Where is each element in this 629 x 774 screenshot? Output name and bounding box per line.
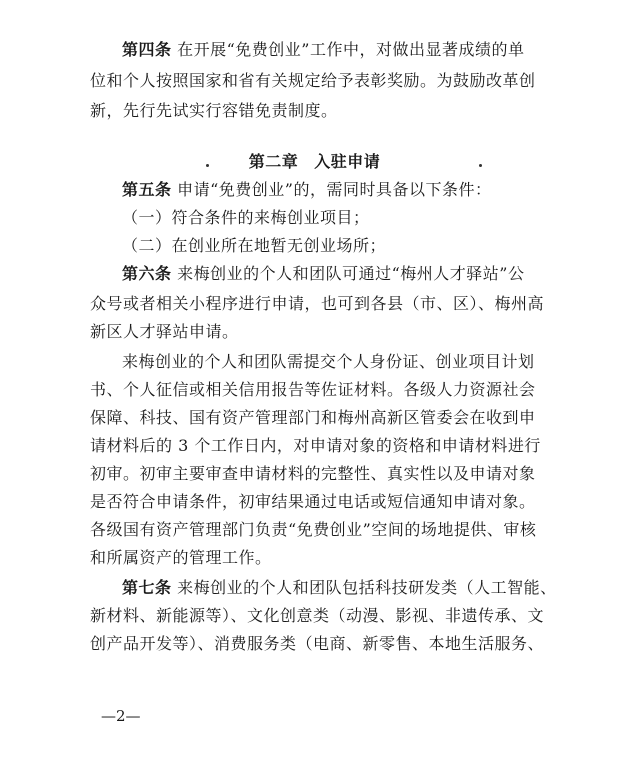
article-6-para2-line-5: 初审。初审主要审查申请材料的完整性、真实性以及申请对象 bbox=[90, 464, 536, 483]
article-6-para2-line-4: 请材料后的 3 个工作日内，对申请对象的资格和申请材料进行 bbox=[90, 436, 541, 455]
article-5-line-1: 第五条 申请“免费创业”的，需同时具备以下条件： bbox=[122, 180, 492, 199]
article-6-para2-line-2: 书、个人征信或相关信用报告等佐证材料。各级人力资源社会 bbox=[90, 380, 536, 399]
chapter-number: 第二章 bbox=[248, 152, 299, 171]
scan-speck bbox=[479, 164, 482, 167]
article-4-label: 第四条 bbox=[122, 40, 172, 59]
article-7-line-1: 第七条 来梅创业的个人和团队包括科技研发类（人工智能、 bbox=[122, 578, 557, 597]
article-5-label: 第五条 bbox=[122, 180, 172, 199]
article-6-line-3: 新区人才驿站申请。 bbox=[90, 322, 239, 341]
article-6-para2-line-7: 各级国有资产管理部门负责“免费创业”空间的场地提供、审核 bbox=[90, 520, 537, 539]
article-7-label: 第七条 bbox=[122, 578, 172, 597]
article-6-line-1: 第六条 来梅创业的个人和团队可通过“梅州人才驿站”公 bbox=[122, 264, 525, 283]
chapter-heading bbox=[0, 152, 629, 172]
article-5-item-2: （二）在创业所在地暂无创业场所； bbox=[122, 236, 387, 255]
article-6-label: 第六条 bbox=[122, 264, 172, 283]
article-7-line-3: 创产品开发等）、消费服务类（电商、新零售、本地生活服务、 bbox=[90, 634, 545, 653]
chapter-title: 入驻申请 bbox=[314, 152, 381, 171]
article-5-item-1: （一）符合条件的来梅创业项目； bbox=[122, 208, 370, 227]
page-number: —2— bbox=[101, 707, 141, 725]
article-6-para2-line-6: 是否符合申请条件，初审结果通过电话或短信通知申请对象。 bbox=[90, 492, 536, 511]
article-6-para2-line-3: 保障、科技、国有资产管理部门和梅州高新区管委会在收到申 bbox=[90, 408, 536, 427]
article-6-para2-line-1: 来梅创业的个人和团队需提交个人身份证、创业项目计划 bbox=[122, 352, 535, 371]
scan-speck bbox=[206, 164, 209, 167]
article-7-line-2: 新材料、新能源等）、文化创意类（动漫、影视、非遗传承、文 bbox=[90, 606, 545, 625]
article-6-para2-line-8: 和所属资产的管理工作。 bbox=[90, 548, 272, 567]
article-4-line-3: 新，先行先试实行容错免责制度。 bbox=[90, 101, 338, 120]
article-6-line-2: 众号或者相关小程序进行申请，也可到各县（市、区）、梅州高 bbox=[90, 294, 545, 313]
article-4-line-1: 第四条 在开展“免费创业”工作中，对做出显著成绩的单 bbox=[122, 40, 525, 59]
article-4-line-2: 位和个人按照国家和省有关规定给予表彰奖励。为鼓励改革创 bbox=[90, 71, 536, 90]
